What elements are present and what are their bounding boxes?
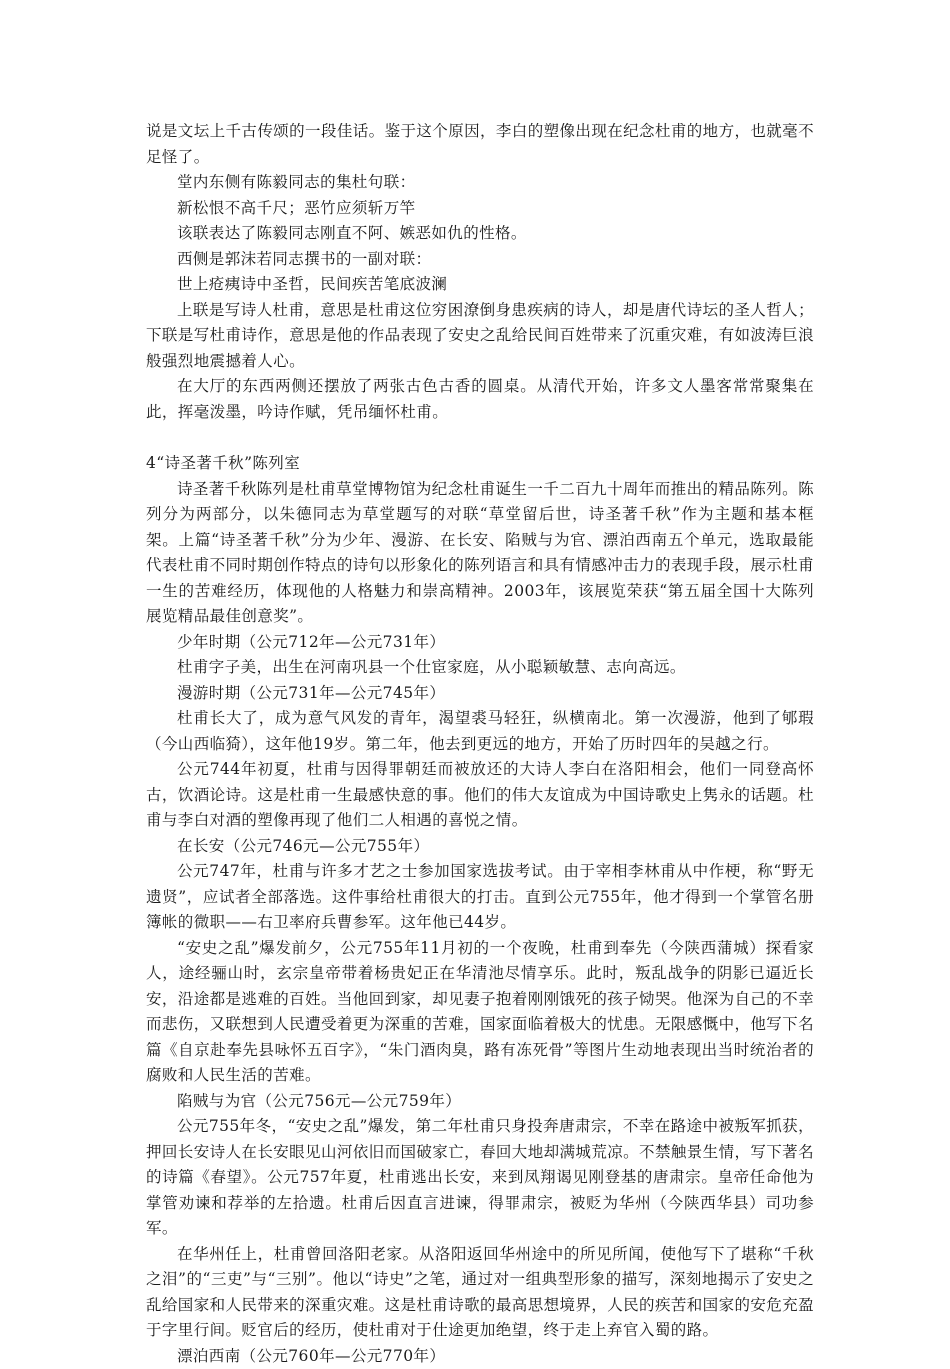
paragraph: 堂内东侧有陈毅同志的集杜句联：	[146, 170, 814, 196]
period-heading: 漂泊西南（公元760年—公元770年）	[146, 1344, 814, 1369]
paragraph: 该联表达了陈毅同志刚直不阿、嫉恶如仇的性格。	[146, 221, 814, 247]
document-page	[146, 119, 814, 1369]
period-heading: 陷贼与为官（公元756元—公元759年）	[146, 1089, 814, 1115]
top-section	[146, 119, 814, 425]
paragraph: 西侧是郭沫若同志撰书的一副对联：	[146, 247, 814, 273]
paragraph: 诗圣著千秋陈列是杜甫草堂博物馆为纪念杜甫诞生一千二百九十周年而推出的精品陈列。陈列分为两部分，以朱德同志为草堂题写的对联“草堂留后世，诗圣著千秋”作为主题和基本框架。上篇“诗圣著千秋”分为少年、漫游、在长安、陷贼与为官、漂泊西南五个单元，选取最能代表杜甫不同时期创作特点的诗句以形象化的陈列语言和具有情感冲击力的表现手段，展示杜甫一生的苦难经历，体现他的人格魅力和崇高精神。2003年，该展览荣获“第五届全国十大陈列展览精品最佳创意奖”。	[146, 477, 814, 630]
paragraph: 在华州任上，杜甫曾回洛阳老家。从洛阳返回华州途中的所见所闻，使他写下了堪称“千秋之泪”的“三吏”与“三别”。他以“诗史”之笔，通过对一组典型形象的描写，深刻地揭示了安史之乱给国家和人民带来的深重灾难。这是杜甫诗歌的最高思想境界，人民的疾苦和国家的安危充盈于字里行间。贬官后的经历，使杜甫对于仕途更加绝望，终于走上弃官入蜀的路。	[146, 1242, 814, 1344]
section-gap	[146, 425, 814, 451]
period-heading: 漫游时期（公元731年—公元745年）	[146, 681, 814, 707]
paragraph: 公元747年，杜甫与许多才艺之士参加国家选拔考试。由于宰相李林甫从中作梗，称“野无遗贤”，应试者全部落选。这件事给杜甫很大的打击。直到公元755年，他才得到一个掌管名册簿帐的微职——右卫率府兵曹参军。这年他已44岁。	[146, 859, 814, 936]
period-heading: 少年时期（公元712年—公元731年）	[146, 630, 814, 656]
couplet-line: 新松恨不高千尺；恶竹应须斩万竿	[146, 196, 814, 222]
bottom-section	[146, 451, 814, 1369]
paragraph: 在大厅的东西两侧还摆放了两张古色古香的圆桌。从清代开始，许多文人墨客常常聚集在此，挥毫泼墨，吟诗作赋，凭吊缅怀杜甫。	[146, 374, 814, 425]
paragraph: 杜甫长大了，成为意气风发的青年，渴望裘马轻狂，纵横南北。第一次漫游，他到了郇瑕（今山西临猗），这年他19岁。第二年，他去到更远的地方，开始了历时四年的吴越之行。	[146, 706, 814, 757]
couplet-line: 世上疮痍诗中圣哲，民间疾苦笔底波澜	[146, 272, 814, 298]
period-heading: 在长安（公元746元—公元755年）	[146, 834, 814, 860]
paragraph: 公元744年初夏，杜甫与因得罪朝廷而被放还的大诗人李白在洛阳相会，他们一同登高怀古，饮酒论诗。这是杜甫一生最感快意的事。他们的伟大友谊成为中国诗歌史上隽永的话题。杜甫与李白对酒的塑像再现了他们二人相遇的喜悦之情。	[146, 757, 814, 834]
paragraph: “安史之乱”爆发前夕，公元755年11月初的一个夜晚，杜甫到奉先（今陕西蒲城）探看家人，途经骊山时，玄宗皇帝带着杨贵妃正在华清池尽情享乐。此时，叛乱战争的阴影已逼近长安，沿途都是逃难的百姓。当他回到家，却见妻子抱着刚刚饿死的孩子恸哭。他深为自己的不幸而悲伤，又联想到人民遭受着更为深重的苦难，国家面临着极大的忧患。无限感慨中，他写下名篇《自京赴奉先县咏怀五百字》，“朱门酒肉臭，路有冻死骨”等图片生动地表现出当时统治者的腐败和人民生活的苦难。	[146, 936, 814, 1089]
paragraph: 说是文坛上千古传颂的一段佳话。鉴于这个原因，李白的塑像出现在纪念杜甫的地方，也就毫不足怪了。	[146, 119, 814, 170]
paragraph: 杜甫字子美，出生在河南巩县一个仕宦家庭，从小聪颖敏慧、志向高远。	[146, 655, 814, 681]
section-heading: 4“诗圣著千秋”陈列室	[146, 451, 814, 477]
paragraph: 上联是写诗人杜甫，意思是杜甫这位穷困潦倒身患疾病的诗人，却是唐代诗坛的圣人哲人；下联是写杜甫诗作，意思是他的作品表现了安史之乱给民间百姓带来了沉重灾难，有如波涛巨浪般强烈地震撼着人心。	[146, 298, 814, 375]
paragraph: 公元755年冬，“安史之乱”爆发，第二年杜甫只身投奔唐肃宗，不幸在路途中被叛军抓获，押回长安诗人在长安眼见山河依旧而国破家亡，春回大地却满城荒凉。不禁触景生情，写下著名的诗篇《春望》。公元757年夏，杜甫逃出长安，来到凤翔谒见刚登基的唐肃宗。皇帝任命他为掌管劝谏和荐举的左拾遗。杜甫后因直言进谏，得罪肃宗，被贬为华州（今陕西华县）司功参军。	[146, 1114, 814, 1242]
